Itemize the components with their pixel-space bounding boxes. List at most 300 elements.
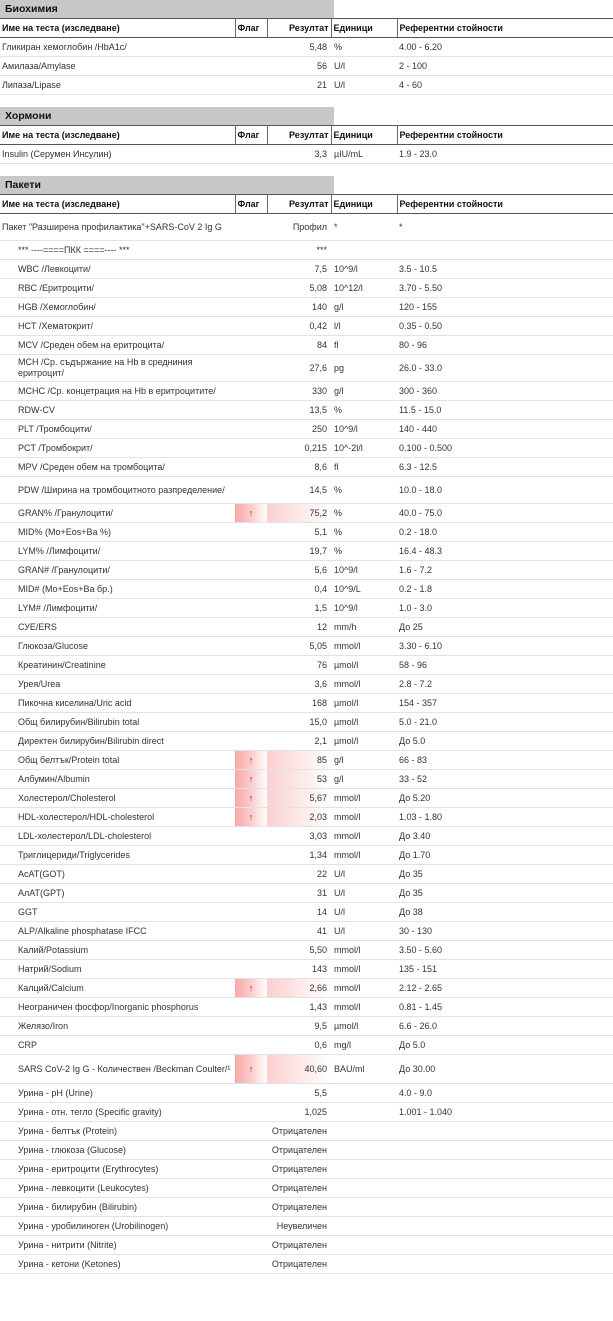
table-row	[0, 439, 613, 458]
flag-indicator: ↑	[235, 808, 267, 827]
table-header-row	[0, 195, 613, 214]
unit	[331, 1084, 397, 1103]
unit: g/l	[334, 773, 344, 784]
unit	[331, 1198, 397, 1217]
result-value: 5,08	[309, 282, 327, 293]
table-row	[0, 145, 613, 164]
unit: mmol/l	[334, 1001, 361, 1012]
reference-range: 1.03 - 1.80	[399, 811, 443, 822]
reference-range: До 1.70	[399, 849, 431, 860]
test-name: Липаза/Lipase	[2, 79, 61, 90]
unit: 10^9/l	[334, 263, 358, 274]
result-value: 19,7	[309, 545, 327, 556]
header-name: Име на теста (изследване)	[0, 195, 235, 214]
table-row	[0, 827, 613, 846]
result-value: 14	[316, 906, 327, 917]
flag-indicator	[235, 279, 267, 298]
flag-indicator	[235, 618, 267, 637]
result-value: 13,5	[309, 404, 327, 415]
result-value: 40,60	[267, 1055, 331, 1084]
flag-indicator	[235, 732, 267, 751]
flag-indicator	[235, 846, 267, 865]
reference-range: 0.100 - 0.500	[399, 442, 453, 453]
unit: BAU/ml	[334, 1063, 365, 1074]
table-row	[0, 1141, 613, 1160]
table-row	[0, 903, 613, 922]
test-name: MID% (Mo+Eos+Ba %)	[18, 526, 112, 537]
table-row	[0, 694, 613, 713]
unit: U/l	[334, 887, 345, 898]
table-row	[0, 960, 613, 979]
test-name: СУЕ/ERS	[18, 621, 57, 632]
unit: 10^12/l	[334, 282, 363, 293]
table-row	[0, 580, 613, 599]
test-name: Урина - отн. тегло (Specific gravity)	[18, 1106, 162, 1117]
unit: mmol/l	[334, 640, 361, 651]
result-value: 3,03	[309, 830, 327, 841]
result-value: 5,67	[267, 789, 331, 808]
flag-indicator	[235, 1217, 267, 1236]
test-name: Урина - уробилиноген (Urobilinogen)	[18, 1220, 169, 1231]
result-value: 3,6	[314, 678, 327, 689]
reference-range: 10.0 - 18.0	[399, 484, 443, 495]
result-value: 5,50	[309, 944, 327, 955]
result-value: 22	[316, 868, 327, 879]
reference-range: 3.70 - 5.50	[399, 282, 443, 293]
flag-indicator: ↑	[235, 770, 267, 789]
result-value: 250	[311, 423, 327, 434]
result-value: 168	[311, 697, 327, 708]
unit: 10^9/l	[334, 564, 358, 575]
test-name: GRAN# /Гранулоцити/	[18, 564, 110, 575]
test-name: АлАТ(GPT)	[18, 887, 65, 898]
unit: fl	[334, 339, 339, 350]
test-name: Калий/Potassium	[18, 944, 89, 955]
unit: mmol/l	[334, 982, 361, 993]
result-value: 3,3	[314, 148, 327, 159]
reference-range	[397, 1198, 613, 1217]
flag-indicator: ↑	[235, 789, 267, 808]
unit	[331, 1122, 397, 1141]
result-value: 31	[316, 887, 327, 898]
result-value: 1,43	[309, 1001, 327, 1012]
table-row	[0, 979, 613, 998]
reference-range: 66 - 83	[399, 754, 428, 765]
flag-indicator	[235, 76, 267, 95]
reference-range	[397, 1255, 613, 1274]
table-row	[0, 38, 613, 57]
test-name: Урина - кетони (Ketones)	[18, 1258, 121, 1269]
table-row	[0, 1198, 613, 1217]
result-value: 84	[316, 339, 327, 350]
test-name: ALP/Alkaline phosphatase IFCC	[18, 925, 147, 936]
table-row	[0, 770, 613, 789]
flag-indicator	[235, 884, 267, 903]
unit: µmol/l	[334, 716, 359, 727]
flag-indicator	[235, 1017, 267, 1036]
reference-range: 30 - 130	[399, 925, 433, 936]
test-name: MCH /Ср. съдържание на Hb в средниния еритроцит/	[18, 357, 193, 378]
header-name: Име на теста (изследване)	[0, 19, 235, 38]
test-name: Урина - билирубин (Bilirubin)	[18, 1201, 137, 1212]
test-name: *** ----====ПКК ====---- ***	[18, 244, 130, 255]
result-value: 2,1	[314, 735, 327, 746]
unit: mmol/l	[334, 944, 361, 955]
flag-indicator	[235, 561, 267, 580]
reference-range	[397, 1122, 613, 1141]
unit: *	[334, 221, 338, 232]
unit: g/l	[334, 754, 344, 765]
table-row	[0, 637, 613, 656]
result-value: Неувеличен	[276, 1220, 327, 1231]
unit: 10^9/l	[334, 602, 358, 613]
table-row	[0, 1084, 613, 1103]
reference-range: 11.5 - 15.0	[399, 404, 442, 415]
reference-range: До 5.0	[399, 1039, 426, 1050]
result-value: 8,6	[314, 461, 327, 472]
table-row	[0, 751, 613, 770]
test-name: RBC /Еритроцити/	[18, 282, 95, 293]
result-value: 143	[311, 963, 327, 974]
table-row	[0, 618, 613, 637]
table-row	[0, 298, 613, 317]
unit: mmol/l	[334, 811, 361, 822]
flag-indicator: ↑	[235, 751, 267, 770]
result-value: 75,2	[267, 504, 331, 523]
result-value: 53	[267, 770, 331, 789]
result-value: 0,215	[304, 442, 327, 453]
table-row	[0, 1122, 613, 1141]
flag-indicator	[235, 214, 267, 241]
unit: µIU/mL	[334, 148, 364, 159]
flag-indicator	[235, 336, 267, 355]
unit: U/l	[334, 906, 345, 917]
reference-range: 300 - 360	[399, 385, 438, 396]
reference-range: 0.2 - 18.0	[399, 526, 438, 537]
result-value: 14,5	[309, 484, 327, 495]
reference-range: 1.9 - 23.0	[399, 148, 438, 159]
table-row	[0, 382, 613, 401]
result-value: Профил	[292, 221, 327, 232]
table-row	[0, 317, 613, 336]
result-value: 5,6	[314, 564, 327, 575]
table-row	[0, 675, 613, 694]
result-value: ***	[316, 244, 327, 255]
section-title: Пакети	[0, 176, 334, 194]
reference-range: 3.30 - 6.10	[399, 640, 443, 651]
test-name: MCHC /Ср. концетрация на Hb в еритроцитите/	[18, 385, 216, 396]
test-name: RDW-CV	[18, 404, 55, 415]
table-row	[0, 1055, 613, 1084]
header-name: Име на теста (изследване)	[0, 126, 235, 145]
test-name: Неограничен фосфор/Inorganic phosphorus	[18, 1001, 199, 1012]
reference-range: 2 - 100	[399, 60, 428, 71]
test-name: Урина - левкоцити (Leukocytes)	[18, 1182, 149, 1193]
unit: 10^9/l	[334, 423, 358, 434]
reference-range: 154 - 357	[399, 697, 438, 708]
table-header-row	[0, 19, 613, 38]
test-name: WBC /Левкоцити/	[18, 263, 91, 274]
test-name: CRP	[18, 1039, 38, 1050]
header-unit: Единици	[331, 126, 397, 145]
result-value: Отрицателен	[271, 1163, 327, 1174]
test-name: Калций/Calcium	[18, 982, 84, 993]
reference-range: 58 - 96	[399, 659, 428, 670]
result-value: 5,5	[314, 1087, 327, 1098]
test-name: Урина - нитрити (Nitrite)	[18, 1239, 117, 1250]
flag-indicator	[235, 599, 267, 618]
unit: %	[334, 526, 343, 537]
result-value: 140	[311, 301, 327, 312]
result-value: Отрицателен	[271, 1201, 327, 1212]
header-ref: Референтни стойности	[397, 19, 613, 38]
flag-indicator	[235, 903, 267, 922]
test-name: LDL-холестерол/LDL-cholesterol	[18, 830, 152, 841]
test-name: HDL-холестерол/HDL-cholesterol	[18, 811, 155, 822]
reference-range: 1.001 - 1.040	[399, 1106, 453, 1117]
table-row	[0, 57, 613, 76]
flag-indicator	[235, 38, 267, 57]
result-value: 76	[316, 659, 327, 670]
unit: U/l	[334, 60, 345, 71]
reference-range: 3.5 - 10.5	[399, 263, 438, 274]
table-row	[0, 941, 613, 960]
result-value: 15,0	[309, 716, 327, 727]
table-row	[0, 884, 613, 903]
reference-range: До 5.0	[399, 735, 426, 746]
reference-range	[397, 1141, 613, 1160]
unit: pg	[334, 362, 345, 373]
flag-indicator	[235, 145, 267, 164]
reference-range: 120 - 155	[399, 301, 438, 312]
reference-range: 16.4 - 48.3	[399, 545, 443, 556]
result-value: 7,5	[314, 263, 327, 274]
test-name: Глюкоза/Glucose	[18, 640, 88, 651]
reference-range: До 3.40	[399, 830, 431, 841]
flag-indicator	[235, 960, 267, 979]
test-name: SARS CoV-2 Ig G - Количествен /Beckman Coulter/¹	[18, 1063, 231, 1074]
result-value: 5,48	[309, 41, 327, 52]
unit: g/l	[334, 385, 344, 396]
test-name: Желязо/Iron	[18, 1020, 69, 1031]
unit: %	[334, 41, 343, 52]
flag-indicator	[235, 637, 267, 656]
flag-indicator	[235, 298, 267, 317]
result-value: Отрицателен	[271, 1144, 327, 1155]
header-result: Резултат	[267, 126, 331, 145]
table-row	[0, 599, 613, 618]
test-name: Урина - глюкоза (Glucose)	[18, 1144, 126, 1155]
table-row	[0, 458, 613, 477]
table-row	[0, 1036, 613, 1055]
section-gap	[0, 164, 613, 176]
flag-indicator	[235, 580, 267, 599]
table-row	[0, 542, 613, 561]
unit: mmol/l	[334, 830, 361, 841]
table-row	[0, 1103, 613, 1122]
table-row	[0, 1179, 613, 1198]
result-value: 2,66	[267, 979, 331, 998]
flag-indicator	[235, 57, 267, 76]
table-row	[0, 865, 613, 884]
flag-indicator	[235, 1036, 267, 1055]
result-value: 2,03	[267, 808, 331, 827]
result-value: 21	[316, 79, 327, 90]
test-name: Общ белтък/Protein total	[18, 754, 120, 765]
result-value: 1,34	[309, 849, 327, 860]
reference-range: До 35	[399, 868, 423, 879]
reference-range: 2.8 - 7.2	[399, 678, 433, 689]
unit: 10^9/L	[334, 583, 361, 594]
flag-indicator	[235, 827, 267, 846]
reference-range	[397, 1160, 613, 1179]
test-name: Директен билирубин/Bilirubin direct	[18, 735, 164, 746]
table-row	[0, 1255, 613, 1274]
results-table	[0, 125, 613, 164]
test-name: Албумин/Albumin	[18, 773, 90, 784]
result-value: 0,4	[314, 583, 327, 594]
results-table	[0, 18, 613, 95]
reference-range: 4 - 60	[399, 79, 423, 90]
flag-indicator	[235, 998, 267, 1017]
table-row	[0, 477, 613, 504]
flag-indicator	[235, 1198, 267, 1217]
test-name: HCT /Хематокрит/	[18, 320, 93, 331]
header-unit: Единици	[331, 19, 397, 38]
unit	[331, 1255, 397, 1274]
table-row	[0, 808, 613, 827]
flag-indicator	[235, 458, 267, 477]
unit: µmol/l	[334, 659, 359, 670]
table-row	[0, 1160, 613, 1179]
header-unit: Единици	[331, 195, 397, 214]
flag-indicator	[235, 1122, 267, 1141]
table-row	[0, 260, 613, 279]
unit: mm/h	[334, 621, 357, 632]
results-table	[0, 194, 613, 1274]
flag-indicator	[235, 542, 267, 561]
reference-range: 0.81 - 1.45	[399, 1001, 443, 1012]
reference-range: 0.2 - 1.8	[399, 583, 433, 594]
reference-range: 80 - 96	[399, 339, 428, 350]
test-name: GGT	[18, 906, 38, 917]
unit: 10^-2l/l	[334, 442, 363, 453]
unit: mmol/l	[334, 849, 361, 860]
test-name: Креатинин/Creatinine	[18, 659, 106, 670]
table-row	[0, 336, 613, 355]
result-value: 5,1	[314, 526, 327, 537]
flag-indicator	[235, 1141, 267, 1160]
table-row	[0, 214, 613, 241]
test-name: MPV /Среден обем на тромбоцита/	[18, 461, 165, 472]
reference-range: *	[399, 221, 403, 232]
reference-range	[397, 241, 613, 260]
flag-indicator	[235, 941, 267, 960]
reference-range: 4.00 - 6.20	[399, 41, 443, 52]
test-name: PCT /Тромбокрит/	[18, 442, 93, 453]
flag-indicator	[235, 1084, 267, 1103]
test-name: Гликиран хемоглобин /HbA1c/	[2, 41, 127, 52]
flag-indicator	[235, 241, 267, 260]
test-name: PLT /Тромбоцити/	[18, 423, 92, 434]
table-row	[0, 504, 613, 523]
result-value: Отрицателен	[271, 1258, 327, 1269]
table-row	[0, 1017, 613, 1036]
flag-indicator	[235, 523, 267, 542]
unit: %	[334, 404, 343, 415]
reference-range: До 30.00	[399, 1063, 436, 1074]
test-name: MCV /Среден обем на еритроцита/	[18, 339, 165, 350]
reference-range	[397, 1236, 613, 1255]
unit: %	[334, 507, 343, 518]
test-name: Пакет "Разширена профилактика"+SARS-CoV 2 Ig G	[2, 221, 222, 232]
unit: fl	[334, 461, 339, 472]
unit	[331, 1141, 397, 1160]
header-flag: Флаг	[235, 19, 267, 38]
test-name: GRAN% /Гранулоцити/	[18, 507, 113, 518]
flag-indicator: ↑	[235, 979, 267, 998]
unit: mmol/l	[334, 963, 361, 974]
reference-range: До 25	[399, 621, 423, 632]
test-name: MID# (Mo+Eos+Ba бр.)	[18, 583, 113, 594]
test-name: PDW /Ширина на тромбоцитното разпределение/	[18, 484, 225, 495]
test-name: LYM# /Лимфоцити/	[18, 602, 98, 613]
table-row	[0, 656, 613, 675]
unit: U/l	[334, 868, 345, 879]
result-value: 1,025	[304, 1106, 327, 1117]
table-row	[0, 420, 613, 439]
result-value: 85	[267, 751, 331, 770]
unit: g/l	[334, 301, 344, 312]
table-row	[0, 561, 613, 580]
result-value: 5,05	[309, 640, 327, 651]
result-value: 0,6	[314, 1039, 327, 1050]
flag-indicator	[235, 1160, 267, 1179]
flag-indicator	[235, 401, 267, 420]
reference-range: 4.0 - 9.0	[399, 1087, 433, 1098]
table-row	[0, 401, 613, 420]
header-result: Резултат	[267, 19, 331, 38]
unit	[331, 1160, 397, 1179]
reference-range: 5.0 - 21.0	[399, 716, 438, 727]
result-value: 12	[316, 621, 327, 632]
reference-range: 6.3 - 12.5	[399, 461, 438, 472]
table-row	[0, 789, 613, 808]
table-header-row	[0, 126, 613, 145]
flag-indicator	[235, 1255, 267, 1274]
test-name: Урея/Urea	[18, 678, 61, 689]
test-name: Общ билирубин/Bilirubin total	[18, 716, 140, 727]
result-value: 56	[316, 60, 327, 71]
result-value: Отрицателен	[271, 1125, 327, 1136]
result-value: 0,42	[309, 320, 327, 331]
result-value: 9,5	[314, 1020, 327, 1031]
reference-range: До 5.20	[399, 792, 431, 803]
result-value: 330	[311, 385, 327, 396]
section-gap	[0, 95, 613, 107]
reference-range: 135 - 151	[399, 963, 438, 974]
reference-range: 140 - 440	[399, 423, 438, 434]
flag-indicator	[235, 1179, 267, 1198]
test-name: Insulin (Серумен Инсулин)	[2, 148, 112, 159]
result-value: 27,6	[309, 362, 327, 373]
flag-indicator	[235, 439, 267, 458]
reference-range	[397, 1179, 613, 1198]
section-title: Биохимия	[0, 0, 334, 18]
table-row	[0, 241, 613, 260]
header-flag: Флаг	[235, 126, 267, 145]
result-value: Отрицателен	[271, 1182, 327, 1193]
